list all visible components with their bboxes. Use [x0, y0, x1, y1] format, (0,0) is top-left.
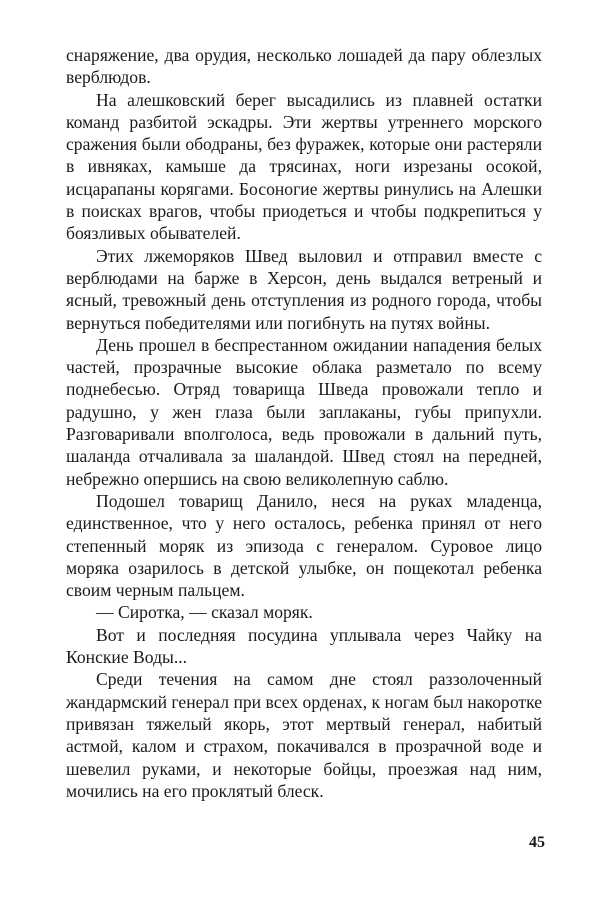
paragraph: Этих лжеморяков Швед выловил и отправил вместе с верблюдами на барже в Херсон, день выдался ветреный и ясный, тревожный день отступления из родного города, чтобы вернуться победителями или погибнуть на путях войны.: [66, 245, 542, 333]
paragraph: Вот и последняя посудина уплывала через Чайку на Конские Воды...: [66, 624, 542, 668]
paragraph: День прошел в беспрестанном ожидании нападения белых частей, прозрачные высокие облака разметало по всему поднебесью. Отряд товарища Шведа провожали тепло и радушно, у жен глаза были заплаканы, губы припухли. Разговаривали вполголоса, ведь провожали в дальний путь, шаланда отчаливала за шаландой. Швед стоял на передней, небрежно опершись на свою великолепную саблю.: [66, 334, 542, 489]
body-text: [66, 44, 542, 802]
paragraph: — Сиротка, — сказал моряк.: [96, 602, 313, 623]
paragraph: Подошел товарищ Данило, неся на руках младенца, единственное, что у него осталось, ребенка принял от него степенный моряк из эпизода с генералом. Суровое лицо моряка озарилось в детской улыбке, он пощекотал ребенка своим черным пальцем.: [66, 490, 542, 601]
page-number: 45: [529, 834, 545, 851]
paragraph: Среди течения на самом дне стоял раззолоченный жандармский генерал при всех орденах, к ногам был накоротке привязан тяжелый якорь, этот мертвый генерал, набитый астмой, калом и страхом, покачивался в прозрачной воде и шевелил руками, и некоторые бойцы, проезжая над ним, мочились на его проклятый блеск.: [66, 669, 542, 801]
paragraph: На алешковский берег высадились из плавней остатки команд разбитой эскадры. Эти жертвы утреннего морского сражения были ободраны, без фуражек, которые они растеряли в ивняках, камыше да трясинах, ноги изрезаны осокой, исцарапаны корягами. Босоногие жертвы ринулись на Алешки в поисках врагов, чтобы приодеться и чтобы подкрепиться у боязливых обывателей.: [66, 89, 542, 244]
paragraph: снаряжение, два орудия, несколько лошадей да пару облезлых верблюдов.: [66, 45, 542, 88]
